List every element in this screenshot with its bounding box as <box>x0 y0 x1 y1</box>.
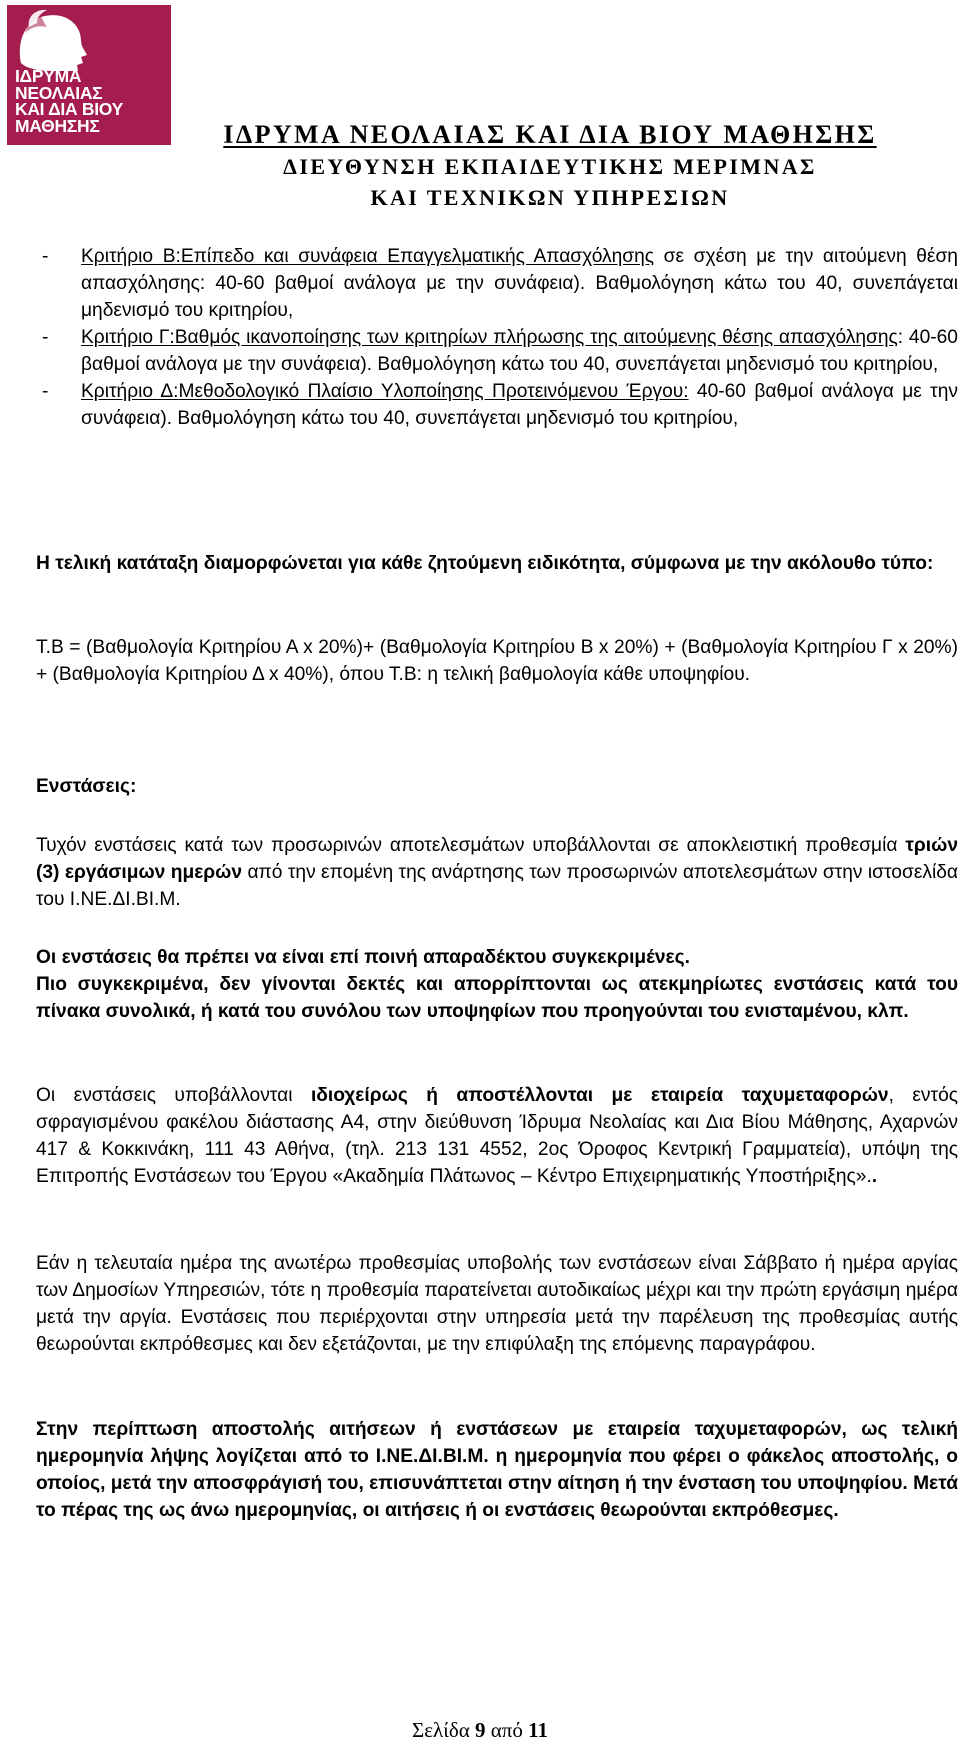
formula-intro: Η τελική κατάταξη διαμορφώνεται για κάθε ζητούμενη ειδικότητα, σύμφωνα με την ακόλουθο τύπο: <box>36 553 934 574</box>
footer-prefix: Σελίδα <box>412 1718 476 1742</box>
criterion-b <box>36 243 958 324</box>
institution-logo <box>7 5 171 145</box>
objections-deadline-paragraph <box>36 832 958 913</box>
criterion-text: σε σχέση με την αιτούμενη θέση απασχόλησης: 40-60 βαθμοί ανάλογα με την συνάφεια). Βαθμολόγηση κάτω του 40, συνεπάγεται μηδενισμό του κριτηρίου, <box>81 246 958 321</box>
text-run: , εντός σφραγισμένου φακέλου διάστασης Α4, στην διεύθυνση Ίδρυμα Νεολαίας και Δια Βίου Μάθησης, Αχαρνών 417 & Κοκκινάκη, 111 43 Αθήνα, (τηλ. 213 131 4552, 2ος Όροφος Κεντρική Γραμματεία), υπόψη της Επιτροπής Ενστάσεων του Έργου «Ακαδημία Πλάτωνος – Κέντρο Επιχειρηματικής Υποστήριξης». <box>36 1085 959 1187</box>
criterion-c <box>36 324 958 378</box>
text-run-bold: τριών (3) εργάσιμων ημερών <box>36 835 958 883</box>
objections-specific-line: Οι ενστάσεις θα πρέπει να είναι επί ποινή απαραδέκτου συγκεκριμένες. <box>36 947 690 968</box>
header-directorate: ΔΙΕΥΘΥΝΣΗ ΕΚΠΑΙΔΕΥΤΙΚΗΣ ΜΕΡΙΜΝΑΣ <box>283 154 817 179</box>
objections-specific-paragraph <box>36 944 958 1025</box>
logo-line: ΜΑΘΗΣΗΣ <box>15 115 100 136</box>
text-run: Τυχόν ενστάσεις κατά των προσωρινών αποτελεσμάτων υποβάλλονται σε αποκλειστική προθεσμία <box>36 835 906 856</box>
criterion-title: Κριτήριο Δ:Μεθοδολογικό Πλαίσιο Υλοποίησης Προτεινόμενου Έργου: <box>81 381 689 402</box>
header-institution-name <box>150 120 950 150</box>
objections-rejected-line: Πιο συγκεκριμένα, δεν γίνονται δεκτές και απορρίπτονται ως ατεκμηρίωτες ενστάσεις κατά του πίνακα συνολικά, ή κατά του συνόλου των υποψηφίων που προηγούνται του ενισταμένου, κλπ. <box>36 974 958 1022</box>
criterion-text: : 40-60 βαθμοί ανάλογα με την συνάφεια). Βαθμολόγηση κάτω του 40, συνεπάγεται μηδενισμό του κριτηρίου, <box>81 327 958 375</box>
bullet-dash: - <box>42 246 49 267</box>
criterion-title: Κριτήριο Γ:Βαθμός ικανοποίησης των κριτηρίων πλήρωσης της αιτούμενης θέσης απασχόλησης <box>81 327 898 348</box>
text-run: Οι ενστάσεις υποβάλλονται <box>36 1085 311 1106</box>
logo-line: ΚΑΙ ΔΙΑ ΒΙΟΥ <box>15 99 123 119</box>
criterion-text: 40-60 βαθμοί ανάλογα με την συνάφεια). Βαθμολόγηση κάτω του 40, συνεπάγεται μηδενισμό του κριτηρίου, <box>81 381 958 429</box>
footer-middle: από <box>485 1718 529 1742</box>
objections-courier-paragraph: Στην περίπτωση αποστολής αιτήσεων ή ενστάσεων με εταιρεία ταχυμεταφορών, ως τελική ημερομηνία λήψης λογίζεται από το Ι.ΝΕ.ΔΙ.ΒΙ.Μ. η ημερομηνία που φέρει ο φάκελος αποστολής, ο οποίος, μετά την αποσφράγισή του, επισυνάπτεται στην αίτηση ή την ένσταση του υποψηφίου. Μετά το πέρας της ως άνω ημερομηνίας, οι αιτήσεις ή οι ενστάσεις θεωρούνται εκπρόθεσμες. <box>36 1419 958 1521</box>
header-line-1: ΙΔΡΥΜΑ ΝΕΟΛΑΙΑΣ ΚΑΙ ΔΙΑ ΒΙΟΥ ΜΑΘΗΣΗΣ <box>223 120 877 149</box>
logo-text <box>15 68 165 134</box>
bullet-dash: - <box>42 327 49 348</box>
footer-total: 11 <box>528 1718 548 1742</box>
logo-line: ΙΔΡΥΜΑ <box>15 66 82 86</box>
objections-heading: Ενστάσεις: <box>36 776 137 797</box>
bullet-dash: - <box>42 381 49 402</box>
page-number-footer <box>0 1718 960 1743</box>
text-run: από την επομένη της ανάρτησης των προσωρινών αποτελεσμάτων στην ιστοσελίδα του Ι.ΝΕ.ΔΙ.ΒΙ.Μ. <box>36 862 959 910</box>
text-run-bold: ιδιοχείρως ή αποστέλλονται με εταιρεία ταχυμεταφορών <box>310 1085 889 1106</box>
objections-submission-paragraph <box>36 1082 958 1190</box>
criterion-title: Κριτήριο Β:Επίπεδο και συνάφεια Επαγγελματικής Απασχόλησης <box>81 246 655 267</box>
criteria-list <box>36 243 958 432</box>
text-run-bold: . <box>871 1166 878 1187</box>
footer-page: 9 <box>475 1718 486 1742</box>
objections-holiday-paragraph: Εάν η τελευταία ημέρα της ανωτέρω προθεσμίας υποβολής των ενστάσεων είναι Σάββατο ή ημέρα αργίας των Δημοσίων Υπηρεσιών, τότε η προθεσμία παρατείνεται αυτοδικαίως μέχρι και την πρώτη εργάσιμη ημέρα μετά την αργία. Ενστάσεις που περιέρχονται στην υπηρεσία μετά την παρέλευση της προθεσμίας αυτής θεωρούνται εκπρόθεσμες και δεν εξετάζονται, με την επιφύλαξη της επόμενης παραγράφου. <box>36 1253 958 1355</box>
criterion-d <box>36 378 958 432</box>
formula: Τ.Β = (Βαθμολογία Κριτηρίου Α x 20%)+ (Βαθμολογία Κριτηρίου Β x 20%) + (Βαθμολογία Κριτηρίου Γ x 20%) + (Βαθμολογία Κριτηρίου Δ x 40%), όπου Τ.Β: η τελική βαθμολογία κάθε υποψηφίου. <box>36 637 958 685</box>
logo-line: ΝΕΟΛΑΙΑΣ <box>15 82 103 103</box>
header-services: ΚΑΙ ΤΕΧΝΙΚΩΝ ΥΠΗΡΕΣΙΩΝ <box>370 185 730 210</box>
